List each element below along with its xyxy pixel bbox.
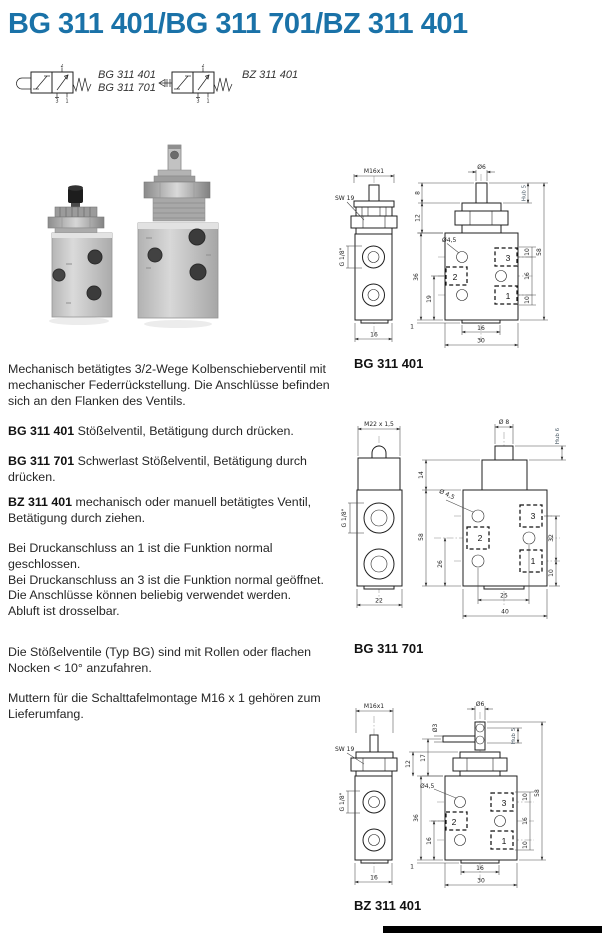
photo-shadow [144, 320, 212, 328]
symbol-port-1: 1 [206, 99, 210, 105]
threaded-ring [153, 198, 205, 221]
variant-text: Schwerlast Stößelventil, Betätigung durch drücken. [8, 454, 307, 484]
function-line: Die Anschlüsse können beliebig verwendet werden. [8, 588, 292, 603]
port-2: 2 [477, 533, 483, 543]
note-nuts: Muttern für die Schalttafelmontage M16 x 1 gehören zum Lieferumfang. [8, 691, 321, 721]
dim-16-left: 16 [426, 837, 433, 845]
dim-width: 22 [375, 597, 383, 605]
port-hole [189, 229, 205, 245]
dim-17: 17 [420, 754, 427, 762]
port-3: 3 [505, 253, 511, 263]
variant-text: mechanisch oder manuell betätigtes Ventil, Betätigung durch ziehen. [8, 495, 312, 525]
dim-r16: 16 [522, 817, 529, 825]
port-1: 1 [530, 556, 536, 566]
dim-36: 36 [413, 814, 420, 822]
valve-symbol-bz311 [150, 64, 320, 116]
function-line: Bei Druckanschluss an 3 ist die Funktion normal geöffnet. [8, 572, 324, 587]
symbol-port-3: 3 [55, 99, 59, 105]
dim-r10a: 10 [524, 248, 531, 256]
dim-40: 40 [501, 608, 509, 616]
dim-12: 12 [414, 214, 422, 222]
dim-width: 16 [370, 874, 378, 882]
port-3: 3 [530, 511, 536, 521]
drawing-caption-3: BZ 311 401 [354, 898, 422, 913]
dim-r10b: 10 [524, 296, 531, 304]
page-title: BG 311 401/BG 311 701/BZ 311 401 [8, 8, 468, 40]
valve-body [138, 223, 218, 318]
dim-stroke: Hub 6 [555, 427, 561, 445]
dim-30: 30 [477, 877, 485, 885]
dim-hole: Ø 4,5 [437, 488, 456, 502]
dim-25: 25 [500, 592, 508, 600]
drawing-bg-311-701 [334, 406, 602, 638]
dim-1: 1 [410, 863, 414, 871]
port-2: 2 [452, 272, 458, 282]
valve-body [52, 233, 112, 317]
washer [158, 170, 191, 176]
dim-16-bottom: 16 [477, 325, 485, 332]
dim-stroke: Hub 5 [521, 184, 528, 202]
port-3: 3 [501, 798, 507, 808]
variant-code: BG 311 701 [8, 454, 75, 468]
variant-code: BZ 311 401 [8, 495, 73, 509]
variant-paragraph-bg311401 [8, 424, 332, 440]
dim-58: 58 [534, 789, 541, 797]
left-view [351, 176, 397, 336]
dim-stem-dia: Ø 8 [498, 419, 510, 426]
variant-code: BG 311 401 [8, 424, 75, 438]
dim-r10a: 10 [522, 793, 529, 801]
dim-36: 36 [413, 273, 420, 281]
dim-30: 30 [477, 337, 485, 345]
port-hole [87, 286, 101, 300]
function-line: Abluft ist drosselbar. [8, 604, 120, 618]
dim-26: 26 [437, 560, 444, 568]
photo-shadow [49, 317, 109, 325]
variant-text: Stößelventil, Betätigung durch drücken. [74, 424, 294, 438]
dim-58: 58 [418, 533, 425, 541]
symbol-boxes [31, 68, 73, 98]
function-paragraph [8, 541, 332, 620]
symbol-label-line1: BG 311 401 [98, 69, 156, 81]
dim-width: 16 [370, 331, 378, 339]
left-view [351, 716, 397, 878]
pull-pin [168, 145, 181, 172]
variant-paragraph-bg311701 [8, 454, 332, 486]
dim-r32: 32 [548, 534, 555, 542]
port-hole [53, 269, 65, 281]
drawing-caption-2: BG 311 701 [354, 641, 424, 656]
spring-icon [73, 78, 91, 91]
dim-58: 58 [536, 248, 543, 256]
port-hole [190, 264, 206, 280]
function-line: Bei Druckanschluss an 1 ist die Funktion normal geschlossen. [8, 541, 273, 571]
drawing-bg-311-401 [334, 150, 602, 352]
dim-thread: M22 x 1,5 [364, 421, 394, 428]
dim-stroke: Hub 5 [511, 727, 517, 745]
pull-actuator-icon [159, 79, 172, 87]
port-1: 1 [501, 836, 507, 846]
dim-12: 12 [405, 760, 412, 768]
drawing-caption-1: BG 311 401 [354, 356, 424, 371]
dim-thread: M16x1 [363, 168, 385, 175]
left-view [357, 436, 402, 601]
port-1: 1 [505, 291, 511, 301]
right-view [438, 174, 534, 342]
dim-wrench: SW 19 [335, 746, 355, 753]
washer [154, 176, 195, 182]
port-hole [148, 248, 162, 262]
symbol-port-2: 2 [60, 64, 64, 69]
port-2: 2 [451, 817, 457, 827]
variant-paragraph-bz311401 [8, 495, 332, 527]
dim-stem-dia: Ø6 [475, 701, 485, 708]
knurled-ring [55, 207, 97, 217]
symbol-port-2: 2 [201, 64, 205, 69]
plunger-button [68, 185, 83, 208]
hex-nut [48, 217, 104, 228]
symbol-port-1: 1 [65, 99, 69, 105]
note-rollers: Die Stößelventile (Typ BG) sind mit Rollen oder flachen Nocken < 10° anzufahren. [8, 645, 312, 675]
port-hole [88, 250, 102, 264]
dim-r16: 16 [524, 272, 531, 280]
dim-port-thread: G 1/8" [341, 508, 348, 528]
dim-pin-dia: Ø3 [432, 723, 439, 733]
spring-icon [214, 78, 232, 91]
hex-nut [144, 182, 210, 198]
symbol-label-line2: BG 311 701 [98, 82, 156, 94]
symbol-boxes [172, 68, 214, 98]
dim-r10b: 10 [522, 841, 529, 849]
drawing-bz-311-401 [334, 688, 602, 896]
dim-14: 14 [418, 471, 425, 479]
right-view [434, 432, 560, 606]
dim-8: 8 [414, 191, 422, 195]
dim-stem-dia: Ø6 [477, 164, 486, 171]
dim-16-bottom: 16 [476, 865, 484, 872]
valve-photo-pull-pin [120, 138, 224, 334]
dim-hole: Ø4,5 [442, 237, 457, 244]
dim-1: 1 [410, 323, 414, 331]
plunger-actuator-icon [17, 78, 32, 89]
collar-ring [55, 228, 97, 233]
symbol-port-3: 3 [196, 99, 200, 105]
page-register-bar [383, 926, 602, 933]
dim-19: 19 [426, 295, 433, 303]
dim-port-thread: G 1/8" [339, 247, 346, 267]
valve-photo-plunger [36, 163, 118, 328]
dim-r10: 10 [548, 569, 555, 577]
dim-wrench: SW 19 [335, 195, 355, 202]
symbol-label: BZ 311 401 [242, 69, 299, 81]
dim-port-thread: G 1/8" [339, 792, 346, 812]
dim-hole: Ø4,5 [420, 783, 435, 790]
intro-paragraph: Mechanisch betätigtes 3/2-Wege Kolbenschieberventil mit mechanischer Federrückstellung. Die Anschlüsse befinden sich an den Flanken des Ventils. [8, 362, 330, 408]
dim-thread: M16x1 [363, 703, 385, 710]
